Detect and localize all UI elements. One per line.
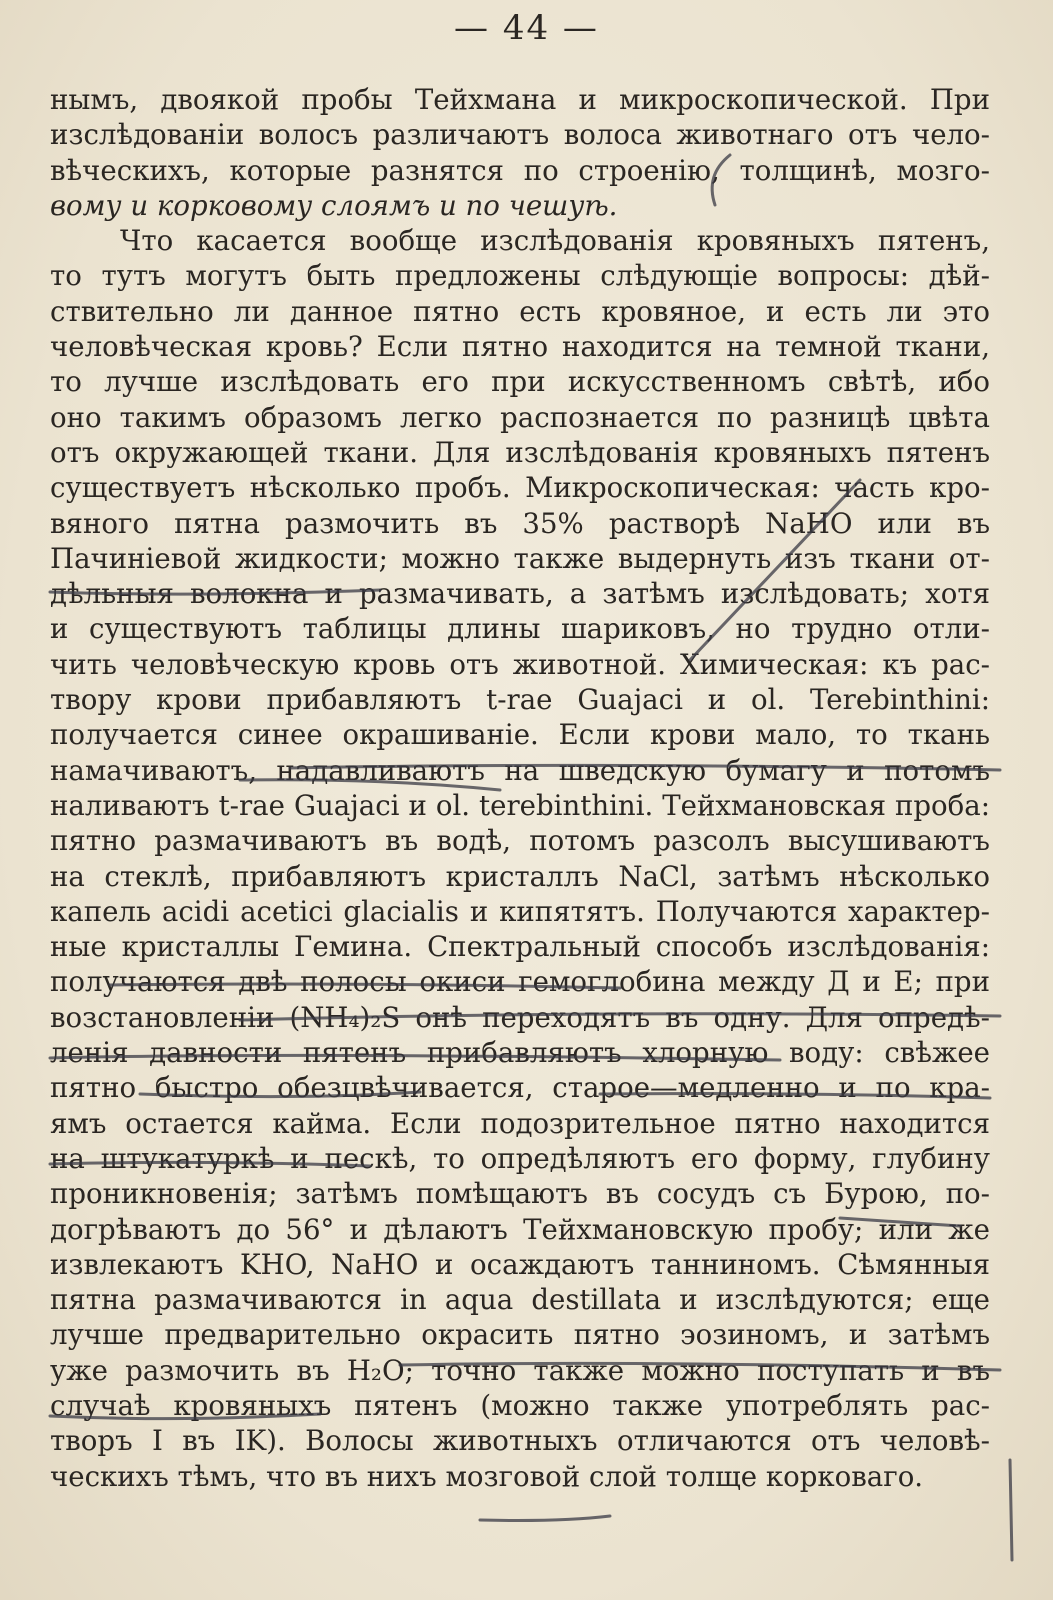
text-line: уже размочить въ H₂O; точно также можно поступать и въ xyxy=(50,1353,990,1387)
text-line: случаѣ кровяныхъ пятенъ (можно также употреблять рас- xyxy=(50,1388,990,1422)
text-line: наливаютъ t-rae Guajaci и ol. terebinthini. Тейхмановская проба: xyxy=(50,788,990,822)
text-line: вяного пятна размочить въ 35% растворѣ NaHO или въ xyxy=(50,506,990,540)
text-line: дѣльныя волокна и размачивать, а затѣмъ изслѣдовать; хотя xyxy=(50,577,990,611)
text-line: пятно размачиваютъ въ водѣ, потомъ разсолъ высушиваютъ xyxy=(50,824,990,858)
text-line: то лучше изслѣдовать его при искусственномъ свѣтѣ, ибо xyxy=(50,365,990,399)
text-line: чить человѣческую кровь отъ животной. Химическая: къ рас- xyxy=(50,647,990,681)
margin-mark xyxy=(1010,1460,1012,1560)
text-line: изслѣдованіи волосъ различаютъ волоса животнаго отъ чело- xyxy=(50,118,990,152)
text-line: отъ окружающей ткани. Для изслѣдованія кровяныхъ пятенъ xyxy=(50,435,990,469)
text-line: вому и корковому слоямъ и по чешуѣ. xyxy=(50,188,618,222)
text-line: извлекаютъ KHO, NaHO и осаждаютъ танниномъ. Сѣмянныя xyxy=(50,1247,990,1281)
text-line: на стеклѣ, прибавляютъ кристаллъ NaCl, затѣмъ нѣсколько xyxy=(50,859,990,893)
text-line: Что касается вообще изслѣдованія кровяныхъ пятенъ, xyxy=(120,224,990,258)
text-line: то тутъ могутъ быть предложены слѣдующіе вопросы: дѣй- xyxy=(50,259,990,293)
body-text xyxy=(50,82,990,1494)
page-number: — 44 — xyxy=(454,8,599,48)
underline-mark xyxy=(480,1516,610,1521)
text-line: ческихъ тѣмъ, что въ нихъ мозговой слой толще корковаго. xyxy=(50,1459,924,1493)
text-line: существуетъ нѣсколько пробъ. Микроскопическая: часть кро- xyxy=(50,471,990,505)
text-line: и существуютъ таблицы длины шариковъ, но трудно отли- xyxy=(50,612,990,646)
text-line: возстановленіи (NH₄)₂S онѣ переходятъ въ одну. Для опредѣ- xyxy=(50,1000,990,1034)
text-line: пятно быстро обезцвѣчивается, старое—медленно и по кра- xyxy=(50,1071,990,1105)
text-line: получается синее окрашиваніе. Если крови мало, то ткань xyxy=(50,718,990,752)
text-line: вѣческихъ, которые разнятся по строенію, толщинѣ, мозго- xyxy=(50,153,990,187)
text-line: Пачиніевой жидкости; можно также выдернуть изъ ткани от- xyxy=(50,541,990,575)
text-line: проникновенія; затѣмъ помѣщаютъ въ сосудъ съ Бурою, по- xyxy=(50,1177,990,1211)
text-line: ные кристаллы Гемина. Спектральный способъ изслѣдованія: xyxy=(50,930,990,964)
text-line: капель acidi acetici glacialis и кипятятъ. Получаются характер- xyxy=(50,894,990,928)
text-line: твору крови прибавляютъ t-rae Guajaci и ol. Terebinthini: xyxy=(50,683,990,717)
text-line: человѣческая кровь? Если пятно находится на темной ткани, xyxy=(50,330,990,364)
text-line: пятна размачиваются in aqua destillata и изслѣдуются; еще xyxy=(50,1283,990,1317)
text-line: нымъ, двоякой пробы Тейхмана и микроскопической. При xyxy=(50,83,990,116)
text-line: лучше предварительно окрасить пятно эозиномъ, и затѣмъ xyxy=(50,1318,990,1352)
text-line: ямъ остается кайма. Если подозрительное пятно находится xyxy=(50,1106,990,1140)
text-line: оно такимъ образомъ легко распознается по разницѣ цвѣта xyxy=(50,400,990,434)
text-line: творъ I въ IK). Волосы животныхъ отличаются отъ человѣ- xyxy=(50,1424,990,1458)
text-line: догрѣваютъ до 56° и дѣлаютъ Тейхмановскую пробу; или же xyxy=(50,1212,990,1246)
text-line: намачиваютъ, надавливаютъ на шведскую бумагу и потомъ xyxy=(50,753,990,787)
text-line: получаются двѣ полосы окиси гемоглобина между Д и Е; при xyxy=(50,965,990,999)
text-line: ленія давности пятенъ прибавляютъ хлорную воду: свѣжее xyxy=(50,1036,990,1070)
text-line: ствительно ли данное пятно есть кровяное, и есть ли это xyxy=(50,294,990,328)
text-line: на штукатуркѣ и пескѣ, то опредѣляютъ его форму, глубину xyxy=(50,1141,990,1175)
